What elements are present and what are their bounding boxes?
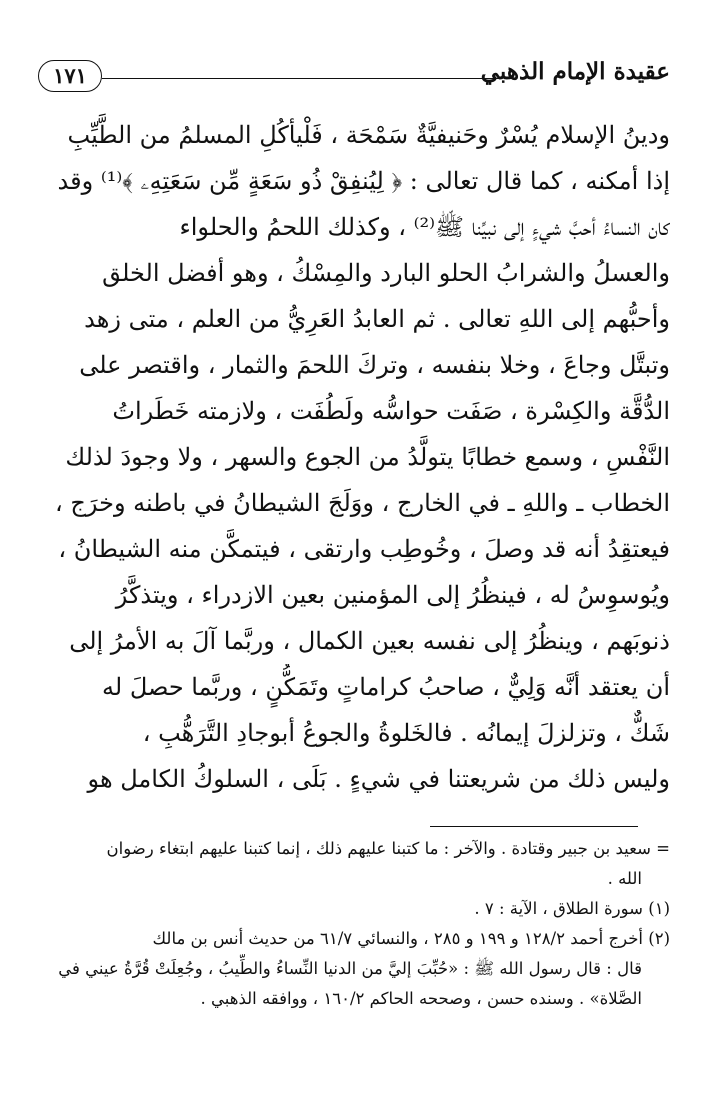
- header-title: عقيدة الإمام الذهبي: [480, 58, 670, 85]
- body-line: أن يعتقد أنَّه وَلِيٌّ ، صاحبُ كراماتٍ وتَمَكُّنٍ ، وربَّما حصلَ له: [102, 673, 670, 701]
- footnote-line: = سعيد بن جبير وقتادة . والآخر : ما كتبنا عليهم ذلك ، إنما كتبنا عليهم ابتغاء رضوان: [106, 839, 670, 858]
- footnotes: [38, 834, 670, 1014]
- footnote-line: قال : قال رسول الله ﷺ : «حُبِّبَ إليَّ من الدنيا النِّساءُ والطِّيبُ ، وجُعِلَتْ قُرَّةُ عيني في: [58, 959, 642, 978]
- body-line: ودينُ الإسلام يُسْرٌ وحَنيفيَّةٌ سَمْحَة ، فَلْيأكُلِ المسلمُ من الطَّيِّبِ: [67, 121, 670, 149]
- running-header: [38, 58, 670, 96]
- body-line: وأحبُّهم إلى اللهِ تعالى . ثم العابدُ العَرِيُّ من العلم ، متى زهد: [84, 305, 670, 333]
- body-line: شَكٌّ ، وتزلزلَ إيمانُه . فالخَلوةُ والجوعُ أبوجادِ التَّرَهُّبِ ،: [142, 719, 670, 747]
- footnote-line: (١) سورة الطلاق ، الآية : ٧ .: [474, 899, 670, 918]
- footnote-line: الصَّلاة» . وسنده حسن ، وصححه الحاكم ١٦٠/٢ ، ووافقه الذهبي .: [200, 989, 642, 1008]
- body-line: النَّفْسِ ، وسمع خطابًا يتولَّدُ من الجوع والسهر ، ولا وجودَ لذلك: [65, 443, 670, 471]
- body-line: الخطاب ـ واللهِ ـ في الخارج ، ووَلَجَ الشيطانُ في باطنه وخرَج ،: [55, 489, 670, 517]
- body-line: فيعتقِدُ أنه قد وصلَ ، وخُوطِب وارتقى ، فيتمكَّن منه الشيطانُ ،: [58, 535, 670, 563]
- footnote-line: الله .: [607, 869, 642, 888]
- footnote-line: (٢) أخرج أحمد ١٢٨/٢ و ١٩٩ و ٢٨٥ ، والنسائي ٦١/٧ من حديث أنس بن مالك: [152, 929, 670, 948]
- body-line: وتبتَّل وجاعَ ، وخلا بنفسه ، وتركَ اللحمَ والثمار ، واقتصر على: [79, 351, 670, 379]
- footnote-separator: [430, 826, 638, 827]
- body-line: الدُّقَّة والكِسْرة ، صَفَت حواسُّه ولَطُفَت ، ولازمته خَطَراتُ: [112, 397, 670, 425]
- page-number: ١٧١: [38, 60, 102, 92]
- header-rule: [102, 78, 502, 79]
- body-text: [38, 112, 670, 802]
- body-line: والعسلُ والشرابُ الحلو البارد والمِسْكُ ، وهو أفضل الخلق: [102, 259, 670, 287]
- body-line: كان النساءُ أحبَّ شيءٍ إلى نبيِّنا ﷺ⁽²⁾ ، وكذلك اللحمُ والحلواء: [179, 213, 670, 241]
- body-line: ويُوسوِسُ له ، فينظُرُ إلى المؤمنين بعين الازدراء ، ويتذكَّرُ: [115, 581, 670, 609]
- body-line: وليس ذلك من شريعتنا في شيءٍ . بَلَى ، السلوكُ الكامل هو: [87, 765, 670, 793]
- body-line: إذا أمكنه ، كما قال تعالى : ﴿ لِيُنفِقْ ذُو سَعَةٍ مِّن سَعَتِهِۦ ﴾⁽¹⁾ وقد: [57, 167, 670, 195]
- body-line: ذنوبَهم ، وينظُرُ إلى نفسه بعين الكمال ، وربَّما آلَ به الأمرُ إلى: [69, 627, 670, 655]
